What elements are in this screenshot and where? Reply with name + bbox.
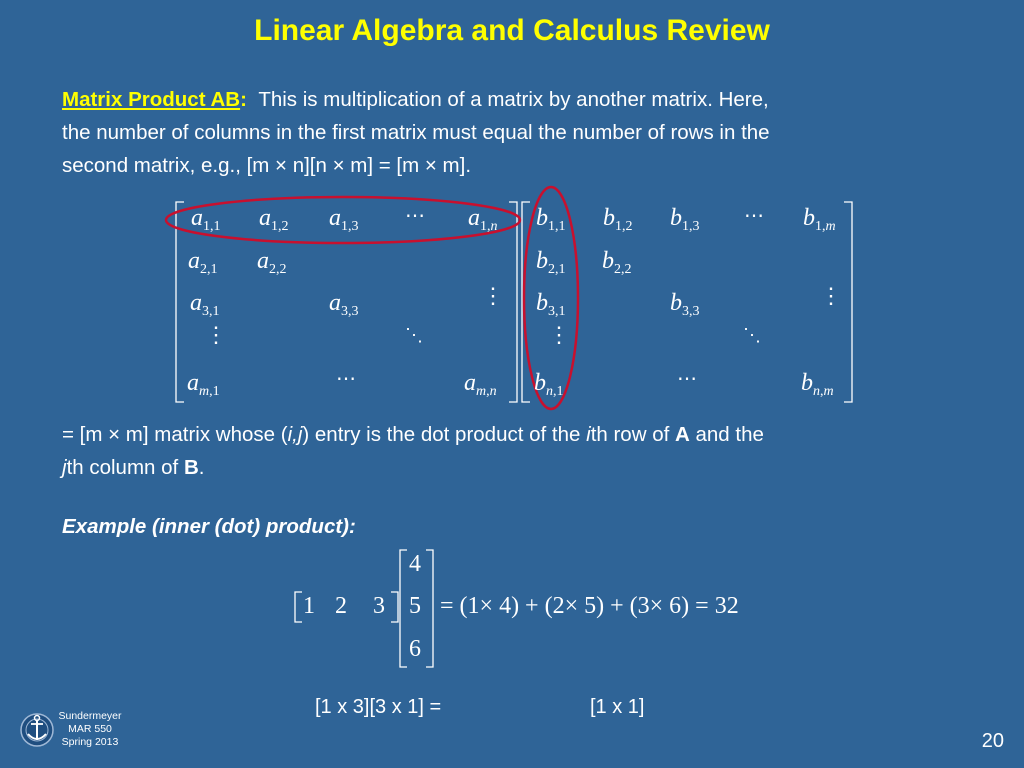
intro-line-2: the number of columns in the first matrix must equal the number of rows in the	[62, 121, 770, 144]
matrix-b-hdots: ⋯	[677, 366, 697, 390]
col-vector-entry: 5	[409, 593, 421, 619]
matrix-a-ddots: ⋱	[405, 325, 423, 346]
matrix-a-entry: $a_{2,1}$	[188, 248, 218, 277]
intro-line-3: second matrix, e.g., [m × n][n × m] = [m × m].	[62, 154, 472, 177]
result-text: th column of	[66, 456, 184, 479]
page-number: 20	[981, 730, 1004, 752]
footer-term: Spring 2013	[61, 736, 119, 748]
result-text: th row of	[590, 423, 675, 446]
matrix-b-entry: $b_{3,3}$	[670, 290, 700, 319]
matrix-a-hdots: ⋯	[405, 203, 425, 227]
row-vector-right-bracket	[391, 592, 398, 622]
dot-product-equation: = (1× 4) + (2× 5) + (3× 6) = 32	[440, 593, 739, 619]
anchor-seal-logo-icon	[18, 706, 56, 752]
matrix-a-entry: $a_{m,1}$	[187, 370, 220, 399]
result-text: ) entry is the dot product of the	[302, 423, 587, 446]
matrix-a-entry: $a_{3,1}$	[190, 290, 220, 319]
matrix-a-entry: $a_{3,3}$	[329, 290, 359, 319]
col-vector-left-bracket	[400, 550, 407, 667]
result-text: = [m × m] matrix whose (	[62, 423, 288, 446]
label-colon: :	[240, 88, 247, 111]
matrix-a-entry: $a_{1,n}$	[468, 205, 498, 234]
row-vector-entry: 2	[335, 593, 347, 619]
dims-left: [1 x 3][3 x 1] =	[315, 696, 442, 718]
slide-title: Linear Algebra and Calculus Review	[254, 14, 770, 47]
matrix-b-vdots: ⋮	[820, 284, 842, 309]
matrix-b-entry: $b_{1,1}$	[536, 205, 566, 234]
matrix-b-entry: $b_{3,1}$	[536, 290, 566, 319]
intro-line-1: This is multiplication of a matrix by another matrix. Here,	[258, 88, 769, 111]
row-vector-entry: 3	[373, 593, 385, 619]
matrix-a-entry: $a_{1,3}$	[329, 205, 359, 234]
matrix-b-entry: $b_{1,2}$	[603, 205, 633, 234]
result-matrix-b: B	[183, 456, 199, 479]
result-matrix-a: A	[675, 423, 690, 446]
col-vector-entry: 4	[409, 551, 421, 577]
matrix-a-entry: $a_{m,n}$	[464, 370, 497, 399]
row-vector-entry: 1	[303, 593, 315, 619]
matrix-b-vdots: ⋮	[548, 323, 570, 348]
result-i: i	[586, 423, 591, 446]
matrix-b-ddots: ⋱	[743, 325, 761, 346]
result-j: j	[62, 456, 67, 479]
result-text: and the	[689, 423, 764, 446]
matrix-b-entry: $b_{n,m}$	[801, 370, 834, 399]
matrix-b-entry: $b_{2,2}$	[602, 248, 632, 277]
matrix-a-entry: $a_{1,2}$	[259, 205, 289, 234]
matrix-b-entry: $b_{n,1}$	[534, 370, 564, 399]
col-vector-entry: 6	[409, 636, 421, 662]
matrix-b-entry: $b_{1,m}$	[803, 205, 836, 234]
dims-right: [1 x 1]	[590, 696, 645, 718]
result-text: .	[198, 456, 205, 479]
matrix-product-label: Matrix Product AB	[62, 88, 241, 111]
example-heading: Example (inner (dot) product):	[62, 515, 356, 538]
matrix-a-vdots: ⋮	[482, 284, 504, 309]
col-vector-right-bracket	[426, 550, 433, 667]
footer-credits	[52, 710, 128, 749]
result-ij: i,j	[287, 423, 303, 446]
matrix-a-entry: $a_{1,1}$	[191, 205, 221, 234]
matrix-a-vdots: ⋮	[205, 323, 227, 348]
matrix-b-hdots: ⋯	[744, 203, 764, 227]
row-vector-left-bracket	[295, 592, 302, 622]
footer-author: Sundermeyer	[58, 710, 122, 722]
matrix-b-entry: $b_{2,1}$	[536, 248, 566, 277]
footer-course: MAR 550	[68, 723, 112, 735]
matrix-a-entry: $a_{2,2}$	[257, 248, 287, 277]
matrix-b-entry: $b_{1,3}$	[670, 205, 700, 234]
matrix-a-hdots: ⋯	[336, 366, 356, 390]
